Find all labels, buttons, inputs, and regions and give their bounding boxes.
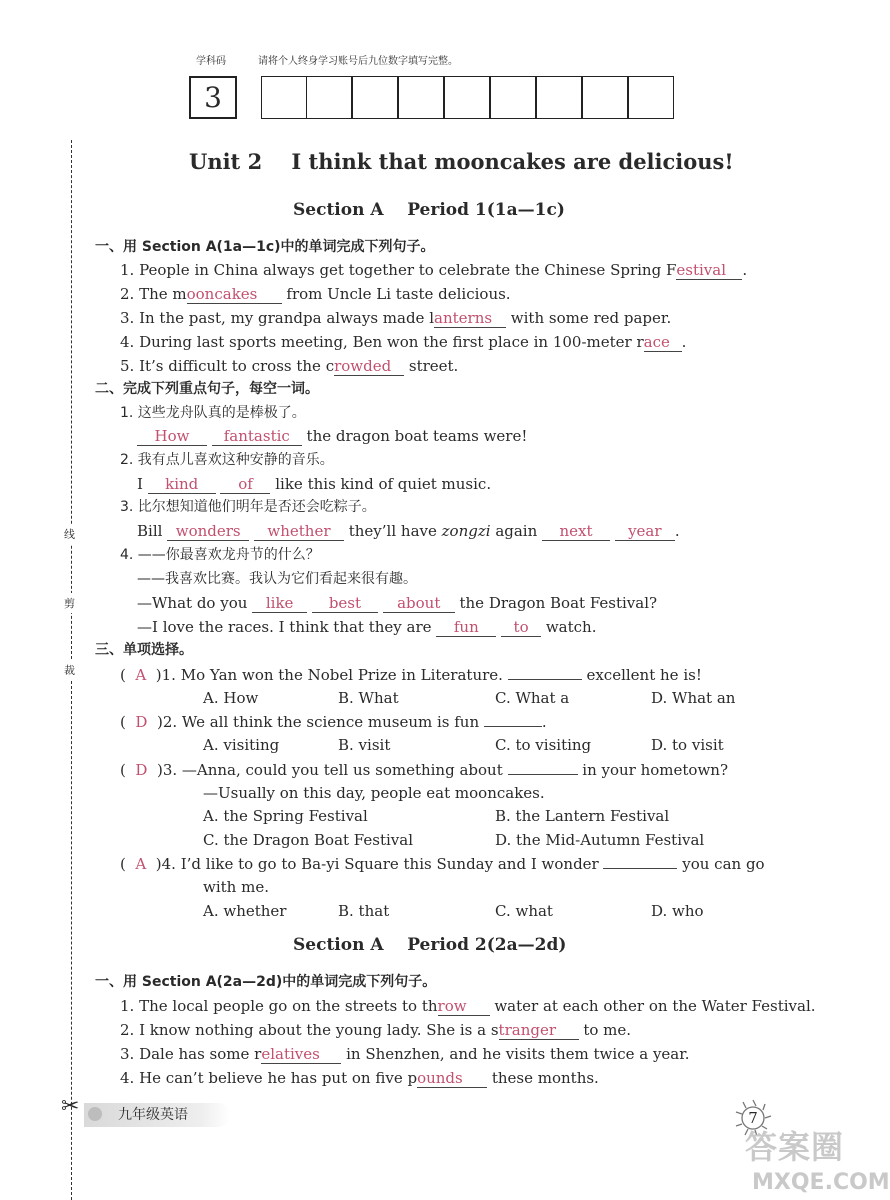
mc-q3: ( D )3. —Anna, could you tell us something about in your hometown? bbox=[120, 761, 728, 779]
part4-q2: 2. I know nothing about the young lady. She is a stranger to me. bbox=[120, 1021, 632, 1039]
part1-q3: 3. In the past, my grandpa always made lanterns with some red paper. bbox=[120, 309, 672, 327]
digit-box[interactable] bbox=[306, 76, 352, 119]
answer[interactable]: about bbox=[383, 595, 455, 613]
mc-q2-option-c[interactable]: C. to visiting bbox=[495, 736, 592, 754]
page-number: 7 bbox=[748, 1109, 758, 1127]
part2-q3: Bill wonders whether they’ll have zongzi again next year . bbox=[137, 522, 680, 540]
part2-q2-chinese: 2. 我有点儿喜欢这种安静的音乐。 bbox=[120, 452, 334, 468]
answer[interactable]: rowded bbox=[334, 358, 404, 376]
digit-box[interactable] bbox=[261, 76, 307, 119]
cut-mark-tear: 裁 bbox=[64, 660, 75, 680]
mc-q1: ( A )1. Mo Yan won the Nobel Prize in Literature. excellent he is! bbox=[120, 666, 702, 684]
digit-box[interactable] bbox=[444, 76, 490, 119]
answer[interactable]: How bbox=[137, 428, 207, 446]
mc-q4-option-a[interactable]: A. whether bbox=[203, 902, 287, 920]
mc-q4: ( A )4. I’d like to go to Ba-yi Square this Sunday and I wonder you can go bbox=[120, 855, 765, 873]
answer[interactable]: next bbox=[542, 523, 610, 541]
section-heading-period-1: Section A Period 1(1a—1c) bbox=[293, 200, 565, 220]
code-instruction: 请将个人终身学习账号后九位数字填写完整。 bbox=[258, 56, 458, 67]
digit-box[interactable] bbox=[490, 76, 536, 119]
watermark-site: MXQE.COM bbox=[752, 1170, 890, 1195]
cut-mark-cut: 剪 bbox=[64, 593, 75, 613]
subject-code-value: 3 bbox=[204, 81, 222, 114]
part1-q2: 2. The mooncakes from Uncle Li taste delicious. bbox=[120, 285, 511, 303]
part3-heading: 三、单项选择。 bbox=[95, 642, 193, 658]
part2-q1: How fantastic the dragon boat teams were! bbox=[137, 426, 527, 446]
part2-q1-chinese: 1. 这些龙舟队真的是棒极了。 bbox=[120, 405, 306, 421]
mc-q4-option-d[interactable]: D. who bbox=[651, 902, 704, 920]
part1-q4: 4. During last sports meeting, Ben won the first place in 100-meter race . bbox=[120, 333, 687, 351]
answer[interactable]: estival bbox=[676, 262, 742, 280]
mc-answer[interactable]: A bbox=[135, 666, 147, 684]
book-name: 九年级英语 bbox=[118, 1107, 188, 1123]
part2-q2: I kind of like this kind of quiet music. bbox=[137, 475, 492, 493]
digit-box[interactable] bbox=[352, 76, 398, 119]
answer[interactable]: best bbox=[312, 595, 378, 613]
digit-box[interactable] bbox=[536, 76, 582, 119]
part2-q4-line1: —What do you like best about the Dragon Boat Festival? bbox=[137, 594, 658, 612]
unit-title: Unit 2 I think that mooncakes are delicious! bbox=[189, 149, 734, 174]
answer[interactable]: whether bbox=[254, 523, 344, 541]
part2-q3-chinese: 3. 比尔想知道他们明年是否还会吃粽子。 bbox=[120, 499, 376, 515]
part1-q1: 1. People in China always get together to celebrate the Chinese Spring Festival . bbox=[120, 261, 748, 279]
answer[interactable]: fantastic bbox=[212, 428, 302, 446]
scissors-icon: ✂ bbox=[61, 1094, 80, 1119]
mc-q4-line2: with me. bbox=[203, 878, 269, 896]
mc-q3-option-b[interactable]: B. the Lantern Festival bbox=[495, 807, 670, 825]
answer[interactable]: year bbox=[615, 523, 675, 541]
part1-heading: 一、用 Section A(1a—1c)中的单词完成下列句子。 bbox=[95, 239, 435, 255]
digit-box[interactable] bbox=[628, 76, 674, 119]
part4-q1: 1. The local people go on the streets to throw water at each other on the Water Festival. bbox=[120, 997, 816, 1015]
mc-answer[interactable]: A bbox=[135, 855, 147, 873]
watermark-logo: 答案圈 bbox=[745, 1128, 845, 1166]
mc-answer[interactable]: D bbox=[135, 761, 148, 779]
answer[interactable]: elatives bbox=[261, 1046, 341, 1064]
part4-heading: 一、用 Section A(2a—2d)中的单词完成下列句子。 bbox=[95, 974, 437, 990]
cut-mark-line: 线 bbox=[64, 524, 75, 544]
answer[interactable]: anterns bbox=[434, 310, 506, 328]
answer[interactable]: ace bbox=[644, 334, 682, 352]
part2-q4-line2: —I love the races. I think that they are fun to watch. bbox=[137, 618, 597, 636]
mc-q1-option-d[interactable]: D. What an bbox=[651, 689, 736, 707]
digit-box[interactable] bbox=[582, 76, 628, 119]
mc-q4-option-c[interactable]: C. what bbox=[495, 902, 553, 920]
answer[interactable]: ounds bbox=[417, 1070, 487, 1088]
answer[interactable]: of bbox=[220, 476, 270, 494]
mc-q3-option-d[interactable]: D. the Mid-Autumn Festival bbox=[495, 831, 705, 849]
code-label: 学科码 bbox=[196, 56, 226, 67]
mc-q2: ( D )2. We all think the science museum is fun . bbox=[120, 713, 547, 731]
part2-q4-chinese-1: 4. ——你最喜欢龙舟节的什么？ bbox=[120, 547, 320, 563]
answer[interactable]: to bbox=[501, 619, 541, 637]
answer[interactable]: ooncakes bbox=[187, 286, 282, 304]
part4-q4: 4. He can’t believe he has put on five pounds these months. bbox=[120, 1069, 599, 1087]
mc-q1-option-a[interactable]: A. How bbox=[203, 689, 259, 707]
mc-q2-option-d[interactable]: D. to visit bbox=[651, 736, 724, 754]
mc-q1-option-c[interactable]: C. What a bbox=[495, 689, 570, 707]
mc-answer[interactable]: D bbox=[135, 713, 148, 731]
answer[interactable]: tranger bbox=[499, 1022, 579, 1040]
mc-q2-option-a[interactable]: A. visiting bbox=[203, 736, 280, 754]
answer[interactable]: row bbox=[438, 998, 490, 1016]
mc-q2-option-b[interactable]: B. visit bbox=[338, 736, 391, 754]
answer[interactable]: kind bbox=[148, 476, 216, 494]
answer[interactable]: like bbox=[252, 595, 307, 613]
part1-q5: 5. It’s difficult to cross the crowded street. bbox=[120, 357, 459, 375]
part2-heading: 二、完成下列重点句子，每空一词。 bbox=[95, 381, 319, 397]
digit-box[interactable] bbox=[398, 76, 444, 119]
part2-q4-chinese-2: ——我喜欢比赛。我认为它们看起来很有趣。 bbox=[137, 571, 417, 587]
mc-q3-line2: —Usually on this day, people eat mooncakes. bbox=[203, 784, 545, 802]
subject-code-box bbox=[189, 76, 237, 119]
mc-q3-option-c[interactable]: C. the Dragon Boat Festival bbox=[203, 831, 414, 849]
part4-q3: 3. Dale has some relatives in Shenzhen, and he visits them twice a year. bbox=[120, 1045, 690, 1063]
mc-q1-option-b[interactable]: B. What bbox=[338, 689, 399, 707]
footer-dot-icon bbox=[88, 1107, 102, 1121]
mc-q3-option-a[interactable]: A. the Spring Festival bbox=[203, 807, 368, 825]
section-heading-period-2: Section A Period 2(2a—2d) bbox=[293, 935, 567, 955]
mc-q4-option-b[interactable]: B. that bbox=[338, 902, 390, 920]
answer[interactable]: fun bbox=[436, 619, 496, 637]
answer[interactable]: wonders bbox=[167, 523, 249, 541]
